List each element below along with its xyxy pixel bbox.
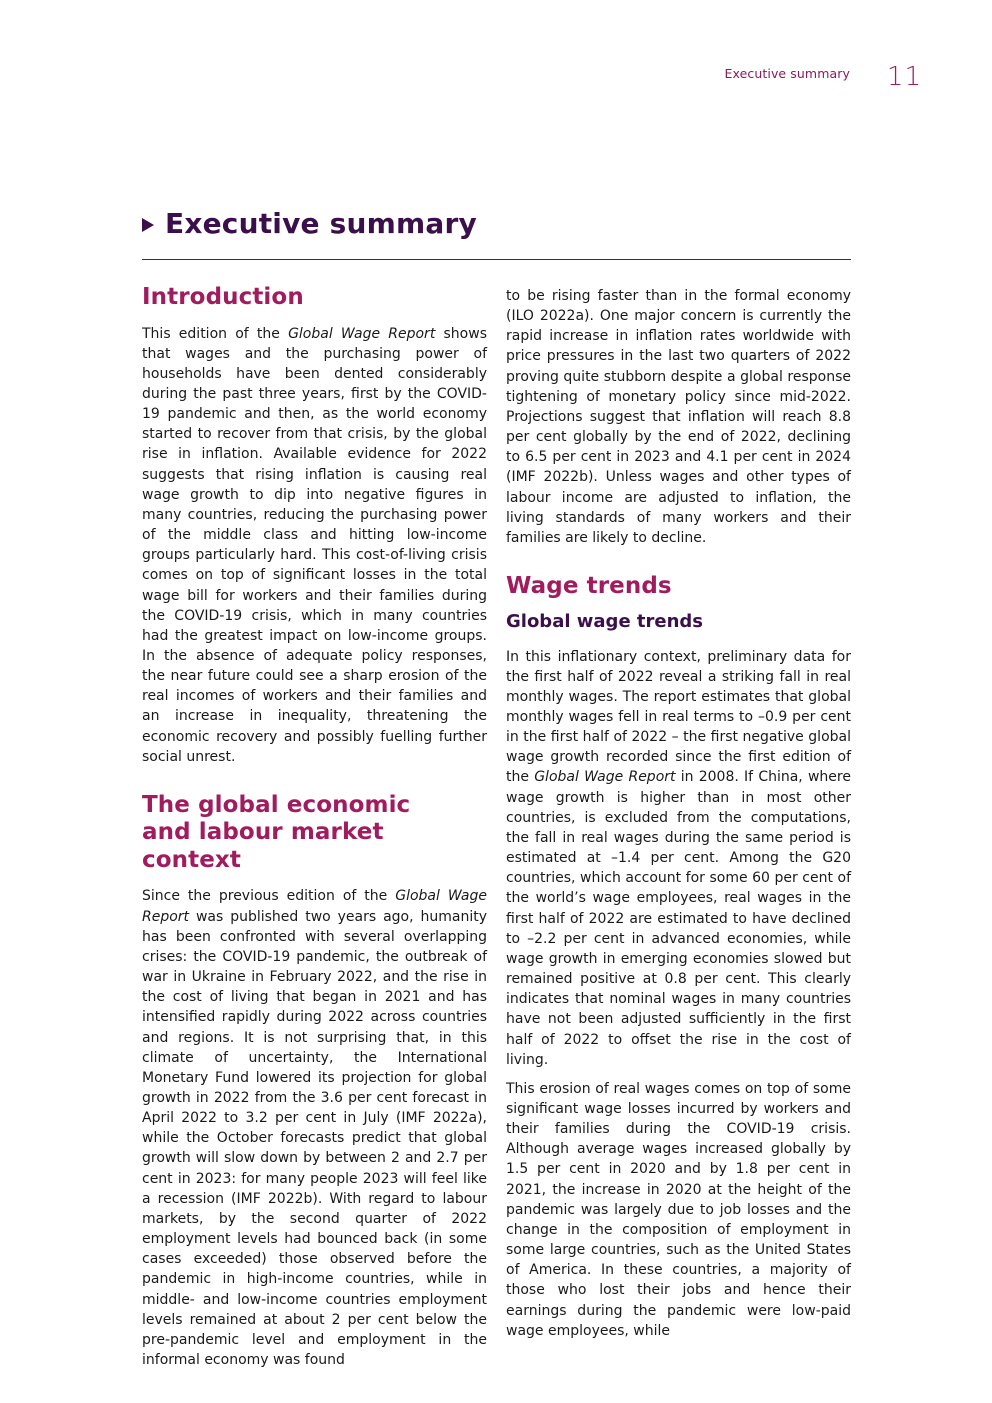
report-title-italic: Global Wage Report	[534, 769, 676, 786]
context-paragraph-continued: to be rising faster than in the formal economy (ILO 2022a). One major concern is currently the rapid increase in inflation rates worldwide with price pressures in the last two quarters of 2022 proving quite stubborn despite a global response tightening of monetary policy since mid-2022. Projections suggest that inflation will reach 8.8 per cent globally by the end of 2022, declining to 6.5 per cent in 2023 and 4.1 per cent in 2024 (IMF 2022b). Unless wages and other types of labour income are adjusted to inflation, the living standards of many workers and their families are likely to decline.	[506, 288, 851, 546]
left-column	[142, 284, 487, 1379]
introduction-paragraph: This edition of the Global Wage Report shows that wages and the purchasing power of households have been dented considerably during the past three years, first by the COVID-19 pandemic and then, as the world economy started to recover from that crisis, by the global rise in inflation. Available evidence for 2022 suggests that rising inflation is causing real wage growth to dip into negative figures in many countries, reducing the purchasing power of the middle class and hitting low-income groups particularly hard. This cost-of-living crisis comes on top of significant losses in the total wage bill for workers and their families during the COVID-19 crisis, which in many countries had the greatest impact on low-income groups. In the absence of adequate policy responses, the near future could see a sharp erosion of the real incomes of workers and their families and an increase in inequality, threatening the economic recovery and possibly fuelling further social unrest.	[142, 325, 487, 765]
wage-trends-heading: Wage trends	[506, 573, 672, 600]
context-heading: The global economic and labour market context	[142, 791, 411, 873]
running-header-title: Executive summary	[724, 66, 850, 81]
right-column	[506, 286, 851, 1350]
report-title-italic: Global Wage Report	[288, 325, 436, 342]
chapter-title: Executive summary	[165, 207, 477, 240]
title-divider	[142, 259, 851, 260]
page-number: 11	[886, 62, 922, 92]
global-wage-trends-subheading: Global wage trends	[506, 610, 704, 632]
context-paragraph: Since the previous edition of the Global Wage Report was published two years ago, humanity has been confronted with several overlapping crises: the COVID-19 pandemic, the outbreak of war in Ukraine in February 2022, and the rise in the cost of living that began in 2021 and has intensified rapidly during 2022 across countries and regions. It is not surprising that, in this climate of uncertainty, the International Monetary Fund lowered its projection for global growth in 2022 from the 3.6 per cent forecast in April 2022 to 3.2 per cent in July (IMF 2022a), while the October forecasts predict that global growth will slow down by between 2 and 2.7 per cent in 2023: for many people 2023 will feel like a recession (IMF 2022b). With regard to labour markets, by the second quarter of 2022 employment levels had bounced back (in some cases exceeded) those observed before the pandemic in high-income countries, while in middle- and low-income countries employment levels remained at about 2 per cent below the pre-pandemic level and employment in the informal economy was found	[142, 888, 488, 1369]
triangle-marker-icon	[142, 218, 154, 232]
wage-trends-paragraph-1: In this inflationary context, preliminary data for the first half of 2022 reveal a striking fall in real monthly wages. The report estimates that global monthly wages fell in real terms to –0.9 per cent in the first half of 2022 – the first negative global wage growth recorded since the first edition of the Global Wage Report in 2008. If China, where wage growth is higher than in most other countries, is excluded from the computations, the fall in real wages during the same period is estimated at –1.4 per cent. Among the G20 countries, which account for some 60 per cent of the world’s wage employees, real wages in the first half of 2022 are estimated to have declined to –2.2 per cent in advanced economies, while wage growth in emerging economies slowed but remained positive at 0.8 per cent. This clearly indicates that nominal wages in many countries have not been adjusted sufficiently in the first half of 2022 to offset the rise in the cost of living.	[506, 648, 851, 1068]
wage-trends-paragraph-2: This erosion of real wages comes on top of some significant wage losses incurred by workers and their families during the COVID-19 crisis. Although average wages increased globally by 1.5 per cent in 2020 and by 1.8 per cent in 2021, the increase in 2020 at the height of the pandemic was largely due to job losses and the change in the composition of employment in some large countries, such as the United States of America. In these countries, a majority of those who lost their jobs and hence their earnings during the pandemic were low-paid wage employees, while	[506, 1080, 851, 1339]
report-title-italic: Global Wage Report	[142, 888, 488, 925]
introduction-heading: Introduction	[142, 284, 304, 310]
chapter-title-block	[142, 207, 851, 240]
